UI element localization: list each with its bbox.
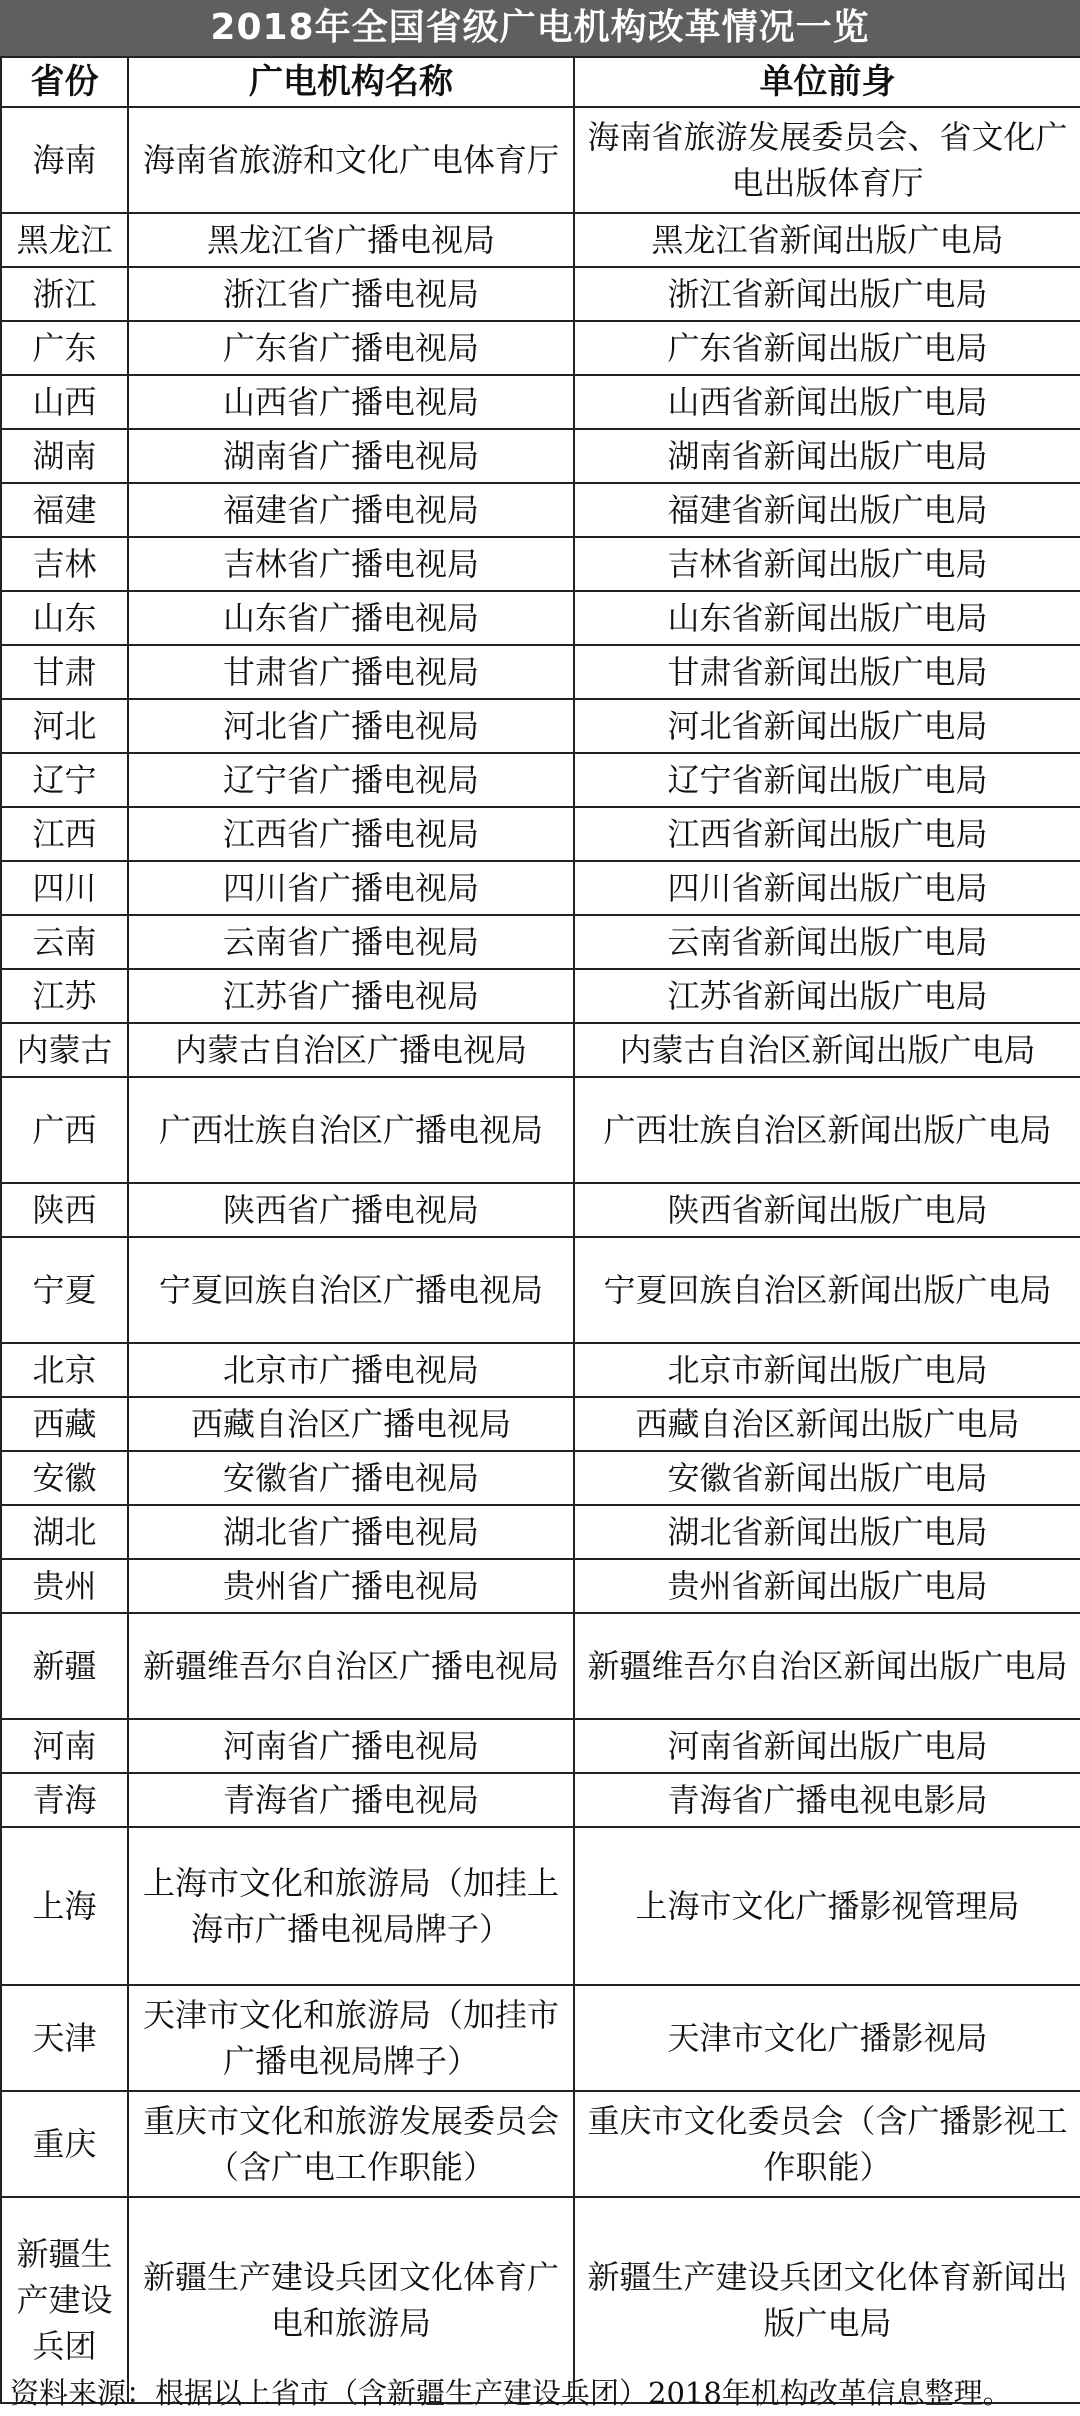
province-cell: 四川 [1, 861, 128, 915]
agency-cell: 西藏自治区广播电视局 [128, 1397, 574, 1451]
predecessor-cell: 广东省新闻出版广电局 [574, 321, 1080, 375]
table-row [1, 969, 1080, 1023]
predecessor-cell: 河北省新闻出版广电局 [574, 699, 1080, 753]
predecessor-cell: 福建省新闻出版广电局 [574, 483, 1080, 537]
table-row [1, 591, 1080, 645]
table-row [1, 1183, 1080, 1237]
predecessor-cell: 浙江省新闻出版广电局 [574, 267, 1080, 321]
province-cell: 宁夏 [1, 1237, 128, 1343]
table-row [1, 861, 1080, 915]
province-cell: 江西 [1, 807, 128, 861]
agency-cell: 河北省广播电视局 [128, 699, 574, 753]
table-row [1, 1719, 1080, 1773]
province-cell: 广西 [1, 1077, 128, 1183]
predecessor-cell: 陕西省新闻出版广电局 [574, 1183, 1080, 1237]
province-cell: 湖南 [1, 429, 128, 483]
source-note: 资料来源：根据以上省市（含新疆生产建设兵团）2018年机构改革信息整理。 [10, 2376, 1012, 2410]
predecessor-cell: 西藏自治区新闻出版广电局 [574, 1397, 1080, 1451]
table-row [1, 1773, 1080, 1827]
table-row [1, 699, 1080, 753]
agency-cell: 浙江省广播电视局 [128, 267, 574, 321]
predecessor-cell: 天津市文化广播影视局 [574, 1985, 1080, 2091]
predecessor-cell: 黑龙江省新闻出版广电局 [574, 213, 1080, 267]
province-cell: 江苏 [1, 969, 128, 1023]
predecessor-cell: 山西省新闻出版广电局 [574, 375, 1080, 429]
province-cell: 上海 [1, 1827, 128, 1985]
predecessor-cell: 辽宁省新闻出版广电局 [574, 753, 1080, 807]
agency-cell: 上海市文化和旅游局（加挂上海市广播电视局牌子） [128, 1827, 574, 1985]
predecessor-cell: 江西省新闻出版广电局 [574, 807, 1080, 861]
table-row [1, 429, 1080, 483]
agency-cell: 江苏省广播电视局 [128, 969, 574, 1023]
table-row [1, 321, 1080, 375]
agency-cell: 天津市文化和旅游局（加挂市广播电视局牌子） [128, 1985, 574, 2091]
reform-table [0, 56, 1080, 2404]
table-row [1, 107, 1080, 213]
province-cell: 广东 [1, 321, 128, 375]
province-cell: 山西 [1, 375, 128, 429]
agency-cell: 福建省广播电视局 [128, 483, 574, 537]
agency-cell: 贵州省广播电视局 [128, 1559, 574, 1613]
table-row [1, 537, 1080, 591]
header-row [1, 57, 1080, 107]
predecessor-cell: 吉林省新闻出版广电局 [574, 537, 1080, 591]
predecessor-cell: 河南省新闻出版广电局 [574, 1719, 1080, 1773]
agency-cell: 陕西省广播电视局 [128, 1183, 574, 1237]
agency-cell: 甘肃省广播电视局 [128, 645, 574, 699]
agency-cell: 江西省广播电视局 [128, 807, 574, 861]
agency-cell: 山东省广播电视局 [128, 591, 574, 645]
province-cell: 新疆 [1, 1613, 128, 1719]
province-cell: 黑龙江 [1, 213, 128, 267]
predecessor-cell: 云南省新闻出版广电局 [574, 915, 1080, 969]
table-row [1, 807, 1080, 861]
province-cell: 吉林 [1, 537, 128, 591]
table-row [1, 1559, 1080, 1613]
agency-cell: 内蒙古自治区广播电视局 [128, 1023, 574, 1077]
province-cell: 湖北 [1, 1505, 128, 1559]
agency-cell: 广东省广播电视局 [128, 321, 574, 375]
province-cell: 河南 [1, 1719, 128, 1773]
predecessor-cell: 北京市新闻出版广电局 [574, 1343, 1080, 1397]
province-cell: 陕西 [1, 1183, 128, 1237]
table-row [1, 2091, 1080, 2197]
table-row [1, 753, 1080, 807]
table-row [1, 483, 1080, 537]
table-row [1, 1613, 1080, 1719]
table-row [1, 1451, 1080, 1505]
predecessor-cell: 贵州省新闻出版广电局 [574, 1559, 1080, 1613]
province-cell: 河北 [1, 699, 128, 753]
agency-cell: 山西省广播电视局 [128, 375, 574, 429]
province-cell: 浙江 [1, 267, 128, 321]
predecessor-cell: 安徽省新闻出版广电局 [574, 1451, 1080, 1505]
agency-cell: 青海省广播电视局 [128, 1773, 574, 1827]
predecessor-cell: 宁夏回族自治区新闻出版广电局 [574, 1237, 1080, 1343]
agency-cell: 新疆生产建设兵团文化体育广电和旅游局 [128, 2197, 574, 2403]
province-cell: 西藏 [1, 1397, 128, 1451]
agency-cell: 湖北省广播电视局 [128, 1505, 574, 1559]
predecessor-cell: 青海省广播电视电影局 [574, 1773, 1080, 1827]
agency-cell: 云南省广播电视局 [128, 915, 574, 969]
agency-cell: 河南省广播电视局 [128, 1719, 574, 1773]
predecessor-cell: 湖南省新闻出版广电局 [574, 429, 1080, 483]
province-cell: 天津 [1, 1985, 128, 2091]
predecessor-cell: 内蒙古自治区新闻出版广电局 [574, 1023, 1080, 1077]
agency-cell: 海南省旅游和文化广电体育厅 [128, 107, 574, 213]
agency-cell: 湖南省广播电视局 [128, 429, 574, 483]
agency-cell: 黑龙江省广播电视局 [128, 213, 574, 267]
province-cell: 海南 [1, 107, 128, 213]
table-row [1, 1985, 1080, 2091]
predecessor-cell: 江苏省新闻出版广电局 [574, 969, 1080, 1023]
predecessor-cell: 湖北省新闻出版广电局 [574, 1505, 1080, 1559]
province-cell: 甘肃 [1, 645, 128, 699]
province-cell: 安徽 [1, 1451, 128, 1505]
table-row [1, 1343, 1080, 1397]
agency-cell: 宁夏回族自治区广播电视局 [128, 1237, 574, 1343]
province-cell: 山东 [1, 591, 128, 645]
agency-cell: 新疆维吾尔自治区广播电视局 [128, 1613, 574, 1719]
province-cell: 云南 [1, 915, 128, 969]
table-row [1, 375, 1080, 429]
table-row [1, 1077, 1080, 1183]
table-row [1, 1023, 1080, 1077]
header-predecessor: 单位前身 [574, 57, 1080, 107]
table-row [1, 1397, 1080, 1451]
agency-cell: 广西壮族自治区广播电视局 [128, 1077, 574, 1183]
agency-cell: 安徽省广播电视局 [128, 1451, 574, 1505]
table-row [1, 1237, 1080, 1343]
province-cell: 新疆生产建设兵团 [1, 2197, 128, 2403]
header-agency-name: 广电机构名称 [128, 57, 574, 107]
agency-cell: 北京市广播电视局 [128, 1343, 574, 1397]
province-cell: 青海 [1, 1773, 128, 1827]
predecessor-cell: 新疆维吾尔自治区新闻出版广电局 [574, 1613, 1080, 1719]
table-row [1, 1505, 1080, 1559]
predecessor-cell: 重庆市文化委员会（含广播影视工作职能） [574, 2091, 1080, 2197]
province-cell: 福建 [1, 483, 128, 537]
province-cell: 贵州 [1, 1559, 128, 1613]
predecessor-cell: 四川省新闻出版广电局 [574, 861, 1080, 915]
agency-cell: 四川省广播电视局 [128, 861, 574, 915]
table-row [1, 213, 1080, 267]
predecessor-cell: 甘肃省新闻出版广电局 [574, 645, 1080, 699]
province-cell: 重庆 [1, 2091, 128, 2197]
province-cell: 辽宁 [1, 753, 128, 807]
table-row [1, 267, 1080, 321]
table-row [1, 915, 1080, 969]
table-row [1, 645, 1080, 699]
province-cell: 北京 [1, 1343, 128, 1397]
agency-cell: 辽宁省广播电视局 [128, 753, 574, 807]
predecessor-cell: 广西壮族自治区新闻出版广电局 [574, 1077, 1080, 1183]
predecessor-cell: 新疆生产建设兵团文化体育新闻出版广电局 [574, 2197, 1080, 2403]
agency-cell: 吉林省广播电视局 [128, 537, 574, 591]
agency-cell: 重庆市文化和旅游发展委员会（含广电工作职能） [128, 2091, 574, 2197]
province-cell: 内蒙古 [1, 1023, 128, 1077]
table-title: 2018年全国省级广电机构改革情况一览 [0, 0, 1080, 56]
predecessor-cell: 上海市文化广播影视管理局 [574, 1827, 1080, 1985]
table-row [1, 1827, 1080, 1985]
predecessor-cell: 海南省旅游发展委员会、省文化广电出版体育厅 [574, 107, 1080, 213]
predecessor-cell: 山东省新闻出版广电局 [574, 591, 1080, 645]
header-province: 省份 [1, 57, 128, 107]
